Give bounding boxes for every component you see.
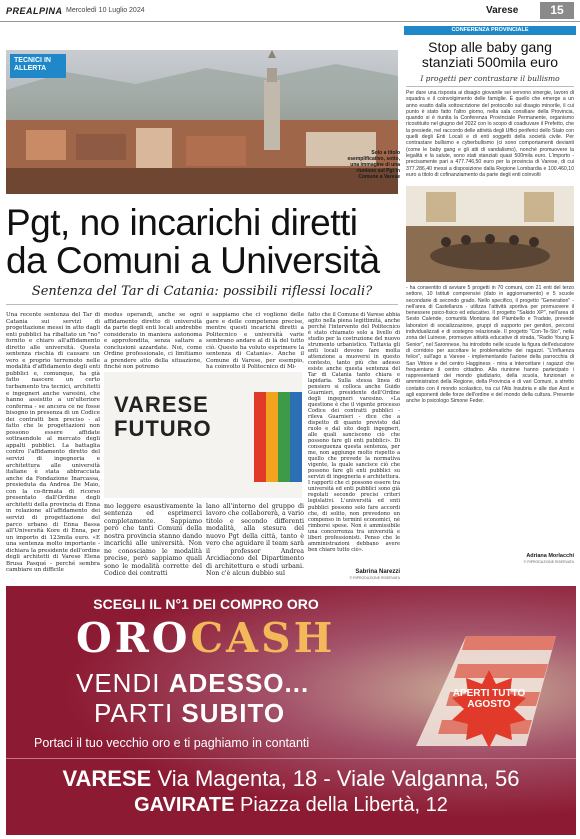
orocash-logo [76,614,335,662]
subheadline: Sentenza del Tar di Catania: possibili riflessi locali? [31,284,373,299]
section-name: Varese [486,5,519,16]
copyright-note: © RIPRODUZIONE RISERVATA [523,560,574,564]
sidebar-kicker: CONFERENZA PROVINCIALE [404,26,576,35]
article-column-4: fatto che il Comune di Varese abbia agito nella piena legittimità, anche perché l'intervento del Politecnico è stato chiamato solo a livello di studio per la costruzione del nuovo strumento urbanistico. Tuttavia gli enti locali devono fare molta attenzione a muoversi in questo contesto, tanto più che adesso esiste anche questa sentenza del Tar di Catania tanto chiara e lapidaria. Sulla stessa linea di pensiero si colloca anche Guido Guarnieri, presidente dell'Ordine degli ingegneri varesino. «La questione è che il vigente processo Codice dei contratti pubblici - rileva Guarnieri - dice che a dispetto di quanto previsto dal ruolo e dal sito degli ingegneri, alle quali sanciscono ciò che possono fare gli enti pubblici». Di conseguenza questa sentenza, per me, non aggiunge molto rispetto a quello che prevede la normativa vigente, la quale sancisce ciò che possono fare gli enti pubblici su servizi di ingegneria e architettura. I rapporti che ci possono essere tra università ed enti pubblici sono già regolati secondo precisi criteri legislativi. L'università ed enti pubblici possono solo fare accordi che, di solito, non prevedono un compenso in termini economici, né rimborsi spese. Non è ammissibile una concorrenza tra università e liberi professionisti. Penso che le amministrazioni debbano avere ben chiaro tutto ciò». [308,312,400,553]
section-tag: TECNICI IN ALLERTA [10,54,66,78]
newspaper-brand: PREALPINA [6,6,63,16]
article-column-1: Una recente sentenza del Tar di Catania sui servizi di progettazione messi in atto dagli enti pubblici ha ribaltato un "no" fornito e chiaro all'affidamento diretto alle università. Questa sentenza rischia di causare un vero e proprio terremoto nelle modalità d'affidamento degli enti pubblici e, comunque, ha già fatto nascere un certo turbamento tra tecnici, architetti e ingegneri anche varesini, che hanno assistito a un'ulteriore conferma - se ancora ce ne fosse bisogno in presenza di un Codice dei contratti ben preciso - al fatto che le progettazioni non possono essere affidate sottraendole al mercato degli appalti pubblici. La battaglia contro l'affidamento diretto del servizi di ingegneria e architettura alle università italiane è stata abbracciata anche da Fondazione Inarcassa, presieduta da Andrea De Maio, con la co-firmata di ricorso presentato dall'Ordine degli architetti della provincia di Enna in relazione all'affidamento dei servizi di progettazione del parco urbano di Enna Bassa all'Università Kore di Enna, per un importo di 123mila euro. «E una sentenza molto importante - dichiara la presidente dell'ordine degli architetti di Varese Elena Brusa Pasqué - perché sembra cambiare un difficile [6,312,100,574]
article-column-3: e sappiamo che ci vogliono delle gare e delle competenze precise, mentre questi incarichi diretti a Politecnico e università varie sembrano andare al di là del tutto ciò. Questo ha voluto esprimere la sentenza di Catania». Anche il Comune di Varese, per esempio, ha coinvolto il Politecnico di Mi- [206,312,304,370]
divider [406,86,574,87]
ad-line-leave: PARTI SUBITO [94,698,286,728]
article-column-2: modus operandi, anche se ogni affidamento diretto di università da parte degli enti locali andrebbe considerato in maniera autonoma e approfondita, senza saltare a conclusioni azzardate. Noi, come Ordine professionale, ci limitiamo a prendere atto della situazione, finché non potremo [104,312,202,370]
ad-address-varese: VARESE Via Magenta, 18 - Viale Valganna, 56 [62,766,520,791]
sidebar-text-1: Per dare una risposta ai disagio giovanile sei servono sinergie, lavoro di squadra e il coinvolgimento delle famiglie. È quello che emerge a un anno esatto dalla sottoscrizione del protocollo sul disagio minorile, il cui punto è stato fatto l'altro giorno, nella sala consiliare della Provincia, quando si è riunita la Conferenza Provinciale Permanente, organismo ricostituito nel giugno del 2022 con lo scopo di coadiuvare il Prefetto, che la presiede, nel raccordo delle attività degli Uffici periferici dello Stato con quelli degli Enti Locali e di enti soggetti della società civile. Per contrastare bullismo e cyberbullismo (ci sono comportamenti devianti (come le baby gang e gli atti di vandalismo), nonché promuovere la legalità e la salute, sono stati stanziati quasi 500mila euro. L'importo - precisamente pari a 477.746,50 euro per la provincia di Varese, di cui 377.286,40 messi a disposizione dalla Regione Lombardia e 100.460,10 euro a titolo di cofinanziamento da parte degli enti coinvolti [406,90,574,178]
copyright-note: © RIPRODUZIONE RISERVATA [349,576,400,580]
varese-futuro-photo [104,372,302,498]
ad-address-gavirate: GAVIRATE Piazza della Libertà, 12 [134,794,448,816]
ad-offer-text: Portaci il tuo vecchio oro e ti paghiamo in contanti [34,736,310,750]
divider [6,304,398,305]
color-stripe [266,392,278,482]
logo-oro: ORO [76,614,191,662]
article-column-3-continued: lano all'interno del gruppo di lavoro che collaborerà, a vario titolo e secondo differenti modalità, alla stesura del nuovo Pgt della città, tanto è vero che aguidare il team sarà il professor Andrea Arcidiacono del Dipartimento di architettura e studi urbani. Non c'è alcun dubbio sul [206,503,304,577]
sidebar-text-2: - ha consentito di avviare 5 progetti in 70 comuni, con 21 enti del terzo settore, 10 Istituti comprensivi (dato in aggiornamento) e 5 scuole secondarie di secondo grado. Nello specifico, il progetto "Generation" - nell'area di Castellanza - utilizza l'attività sportiva per promuovere il benessere psico-fisico ed educativo. Il progetto "Sakido XP", nell'area di Sesto Calende, comunità Montana del Piambello e Tradate, prevede laboratori di socializzazione, gruppi di supporto per genitori, percorsi individualizzati e di sostegno relazionale. Il progetto "Con-Te-Sto", nella zona del Luinese, promuove attività educative di strada, "Radio Young E Senior", nel Saronnese, ha introdotto nelle scuole la figura dell'educatore di corridoio per ascoltare le problematiche dei ragazzi. "L'influenza felice", sull'ago a Varese - implementando l'azione della parrocchia di San Vittore e del centro Hagginess - mira a intercettare i ragazzi che frequentano il centro cittadino. Alla riunione hanno partecipato i rappresentanti dei mondo giudiziario, della scuola, funzionari e amministratori della Regione, della Provincia e di vari Comuni, a stretto contatto con il mondo scolastico, tra cui l'Ats Insubria e alle due Asst e agli esponenti delle forze dell'ordine e del mondo della cultura. Presente anche lo psicologo Simone Feder. [406,285,574,405]
sidebar-byline: Adriana Morlacchi [526,553,574,559]
article-column-2-continued: mo leggere esaustivamente la sentenza ed esprimerci completamente. Sappiamo però che tanti Comuni della nostra provincia stanno dando incarichi alle università. Non ne conosciamo le modalità precise, però sappiamo quali sono le modalità corrette del Codice dei contratti [104,503,202,577]
ad-line-sell: VENDI ADESSO... [76,668,310,698]
color-stripe [290,392,302,482]
promo-starburst-text: APERTI TUTTO AGOSTO [452,688,526,710]
headline [6,204,402,280]
headline-line-1: Pgt, no incarichi diretti [6,202,358,243]
sidebar-subhead: I progetti per contrastare il bullismo [420,74,560,83]
meeting-room-illustration [406,186,574,282]
issue-date: Mercoledì 10 Luglio 2024 [66,7,145,14]
logo-cash: CASH [190,614,336,662]
meeting-photo [406,186,574,282]
page-number: 15 [540,2,574,19]
photo-caption: Solo a titolo esemplificativo, sotto, una immagine di una riunione sul Pgt in Comune a Varese [347,150,400,180]
orocash-advertisement [6,586,576,835]
color-stripe [254,392,266,482]
ad-divider [6,758,576,759]
article-byline: Sabrina Narezzi [355,569,400,575]
ad-tagline: SCEGLI IL N°1 DEI COMPRO ORO [93,596,319,612]
poster-text-futuro: FUTURO [114,416,212,441]
sidebar-headline: Stop alle baby gang stanziati 500mila euro [421,39,559,70]
color-stripe [278,392,290,482]
poster-text-varese: VARESE [114,392,209,417]
headline-line-2: da Comuni a Università [6,240,380,281]
